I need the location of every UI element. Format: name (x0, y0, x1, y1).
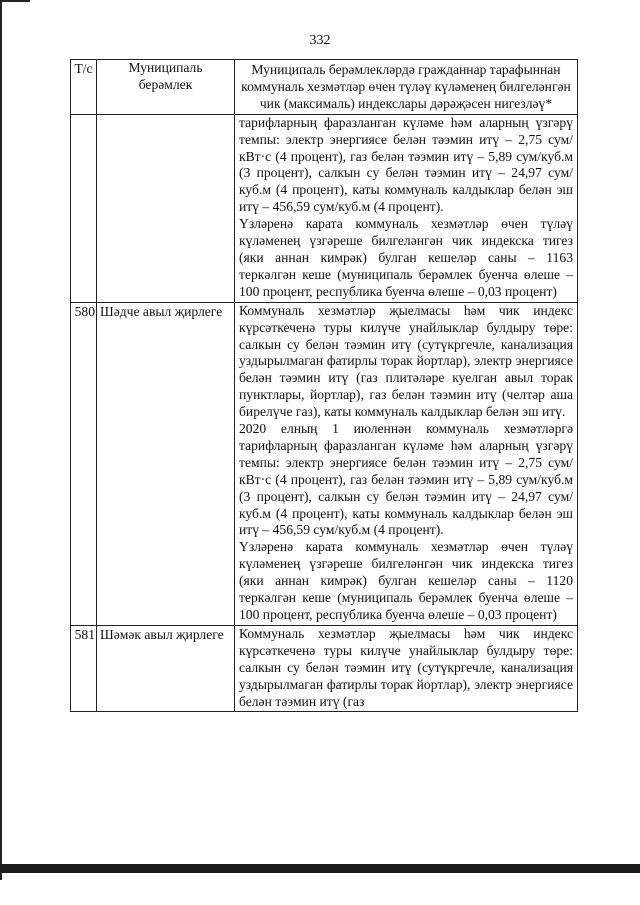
row-number: 580 (71, 302, 97, 625)
scan-bottom-edge (0, 864, 640, 873)
row-municipality: Шәдче авыл җирлеге (97, 302, 235, 625)
table-row (71, 625, 578, 712)
table-header-row (71, 60, 578, 115)
table-row (71, 114, 578, 302)
header-description: Муниципаль берәмлекләрдә гражданнар тарафыннан коммуналь хезмәтләр өчен түләү күләменең билгеләнгән чик (максималь) индекслары дәрәҗәсен нигезләү* (235, 60, 578, 115)
description-paragraph: Үзләренә карата коммуналь хезмәтләр өчен түләү күләменең үзгәреше билгеләнгән чик индекска тигез (яки аннан кимрәк) булган кешеләр саны – 1163 теркәлгән кеше (муниципаль берәмлек буенча өлеше – 100 процент, республика буенча өлеше – 0,03 процент) (239, 216, 573, 299)
page-frame-left-edge (0, 0, 2, 880)
row-municipality: Шәмәк авыл җирлеге (97, 625, 235, 712)
row-number: 581 (71, 625, 97, 712)
page-frame-top-edge (0, 0, 30, 2)
description-paragraph: 2020 елның 1 июленнән коммуналь хезмәтләргә тарифларның фаразланган күләме һәм аларның үзгәрү темпы: электр энергиясе белән тәэмин итү – 2,75 сум/кВт·с (4 процент), газ белән тәэмин итү – 5,89 сум/куб.м (3 процент), салкын су белән тәэмин итү – 24,97 сум/куб.м (4 процент), каты коммуналь калдыклар белән эш итү – 456,59 сум/куб.м (4 процент). (239, 421, 573, 538)
description-paragraph: тарифларның фаразланган күләме һәм аларның үзгәрү темпы: электр энергиясе белән тәэмин итү – 2,75 сум/кВт·с (4 процент), газ белән тәэмин итү – 5,89 сум/куб.м (3 процент), салкын су белән тәэмин итү – 24,97 сум/куб.м (4 процент), каты коммуналь калдыклар белән эш итү – 456,59 сум/куб.м (4 процент). (239, 114, 573, 215)
description-paragraph: Үзләренә карата коммуналь хезмәтләр өчен түләү күләменең үзгәреше билгеләнгән чик индекска тигез (яки аннан кимрәк) булган кешеләр саны – 1120 теркәлгән кеше (муниципаль берәмлек буенча өлеше – 100 процент, республика буенча өлеше – 0,03 процент) (239, 539, 573, 622)
table-row (71, 302, 578, 625)
header-number: Т/с (71, 60, 97, 115)
tariff-table (70, 59, 578, 712)
header-municipality: Муниципаль берәмлек (97, 60, 235, 115)
description-paragraph: Коммуналь хезмәтләр җыелмасы һәм чик индекс күрсәткеченә туры килүче унайлыклар булдыру төре: салкын су белән тәэмин итү (сутүкргечле, канализация уздырылмаган фатирлы торак йортлар), электр энергиясе белән тәэмин итү (газ плитәләре куелган авыл торак пунктлары, йортлар), газ белән тәэмин итү (челтәр аша бирелүче газ), каты коммуналь калдыклар белән эш итү. (239, 302, 573, 420)
row-municipality (97, 114, 235, 302)
row-number (71, 114, 97, 302)
row-description (235, 302, 578, 625)
row-description (235, 114, 578, 302)
row-description (235, 625, 578, 712)
page-number: 332 (309, 33, 331, 48)
description-paragraph: Коммуналь хезмәтләр җыелмасы һәм чик индекс күрсәткеченә туры килүче унайлыклар булдыру төре: салкын су белән тәэмин итү (сутүкргечле, канализация уздырылмаган фатирлы торак йортлар), электр энергиясе белән тәэмин итү (газ (239, 625, 573, 709)
